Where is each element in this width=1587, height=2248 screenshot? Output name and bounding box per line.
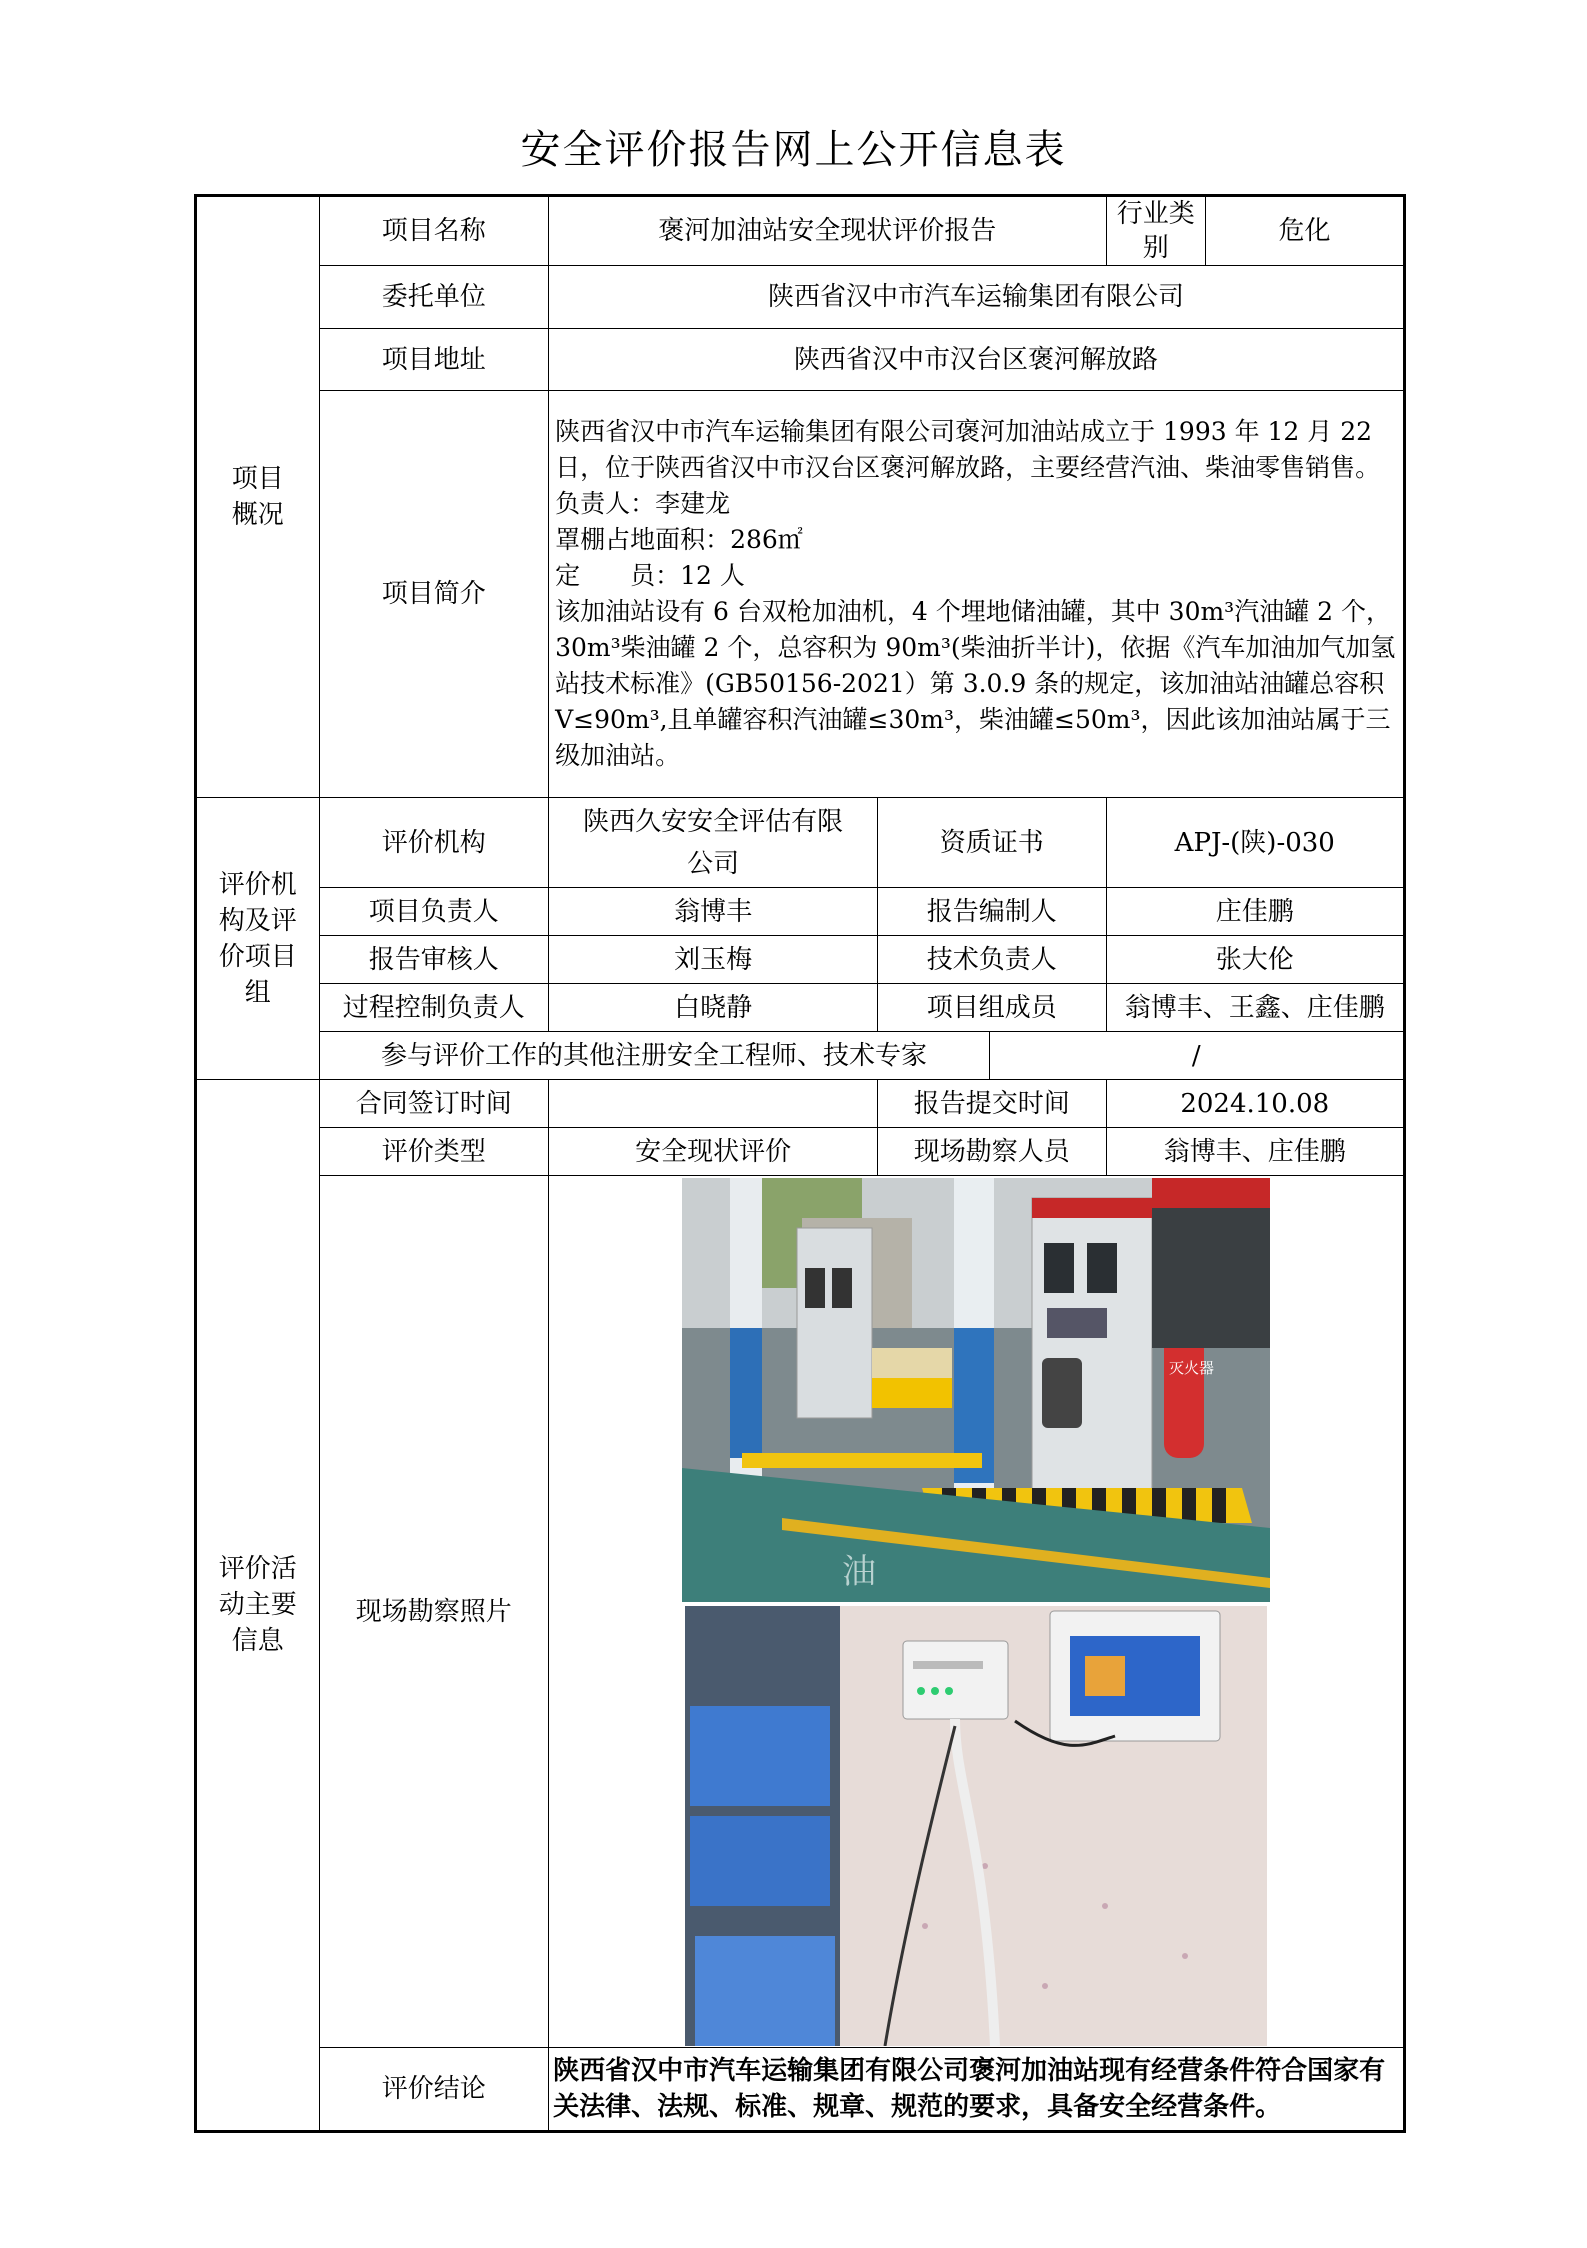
name-value: 褒河加油站安全现状评价报告 [549,196,1106,266]
author-label: 报告编制人 [878,888,1106,936]
intro-line-1: 陕西省汉中市汽车运输集团有限公司褒河加油站成立于 1993 年 12 月 22 日，位于陕西省汉中市汉台区褒河解放路，主要经营汽油、柴油零售销售。 [555,417,1381,482]
agency-label: 评价机构 [319,798,549,888]
photo-label: 现场勘察照片 [319,1176,549,2048]
type-value: 安全现状评价 [549,1128,878,1176]
leader-label: 项目负责人 [319,888,549,936]
industry-value: 危化 [1206,196,1405,266]
contract-value [549,1080,878,1128]
intro-line-3: 罩棚占地面积：286㎡ [555,525,803,554]
intro-line-5: 该加油站设有 6 台双枪加油机，4 个埋地储油罐，其中 30m³汽油罐 2 个，30m³柴油罐 2 个，总容积为 90m³(柴油折半计)，依据《汽车加油加气加氢站技术标准》(GB50156-2021）第 3.0.9 条的规定，该加油站油罐总容积 V≤90m³,且单罐容积汽油罐≤30m³，柴油罐≤50m³，因此该加油站属于三级加油站。 [555,597,1396,770]
submit-value: 2024.10.08 [1106,1080,1404,1128]
author-value: 庄佳鹏 [1106,888,1404,936]
address-label: 项目地址 [319,329,549,391]
process-value: 白晓静 [549,984,878,1032]
type-label: 评价类型 [319,1128,549,1176]
conclusion-label: 评价结论 [319,2048,549,2132]
contract-label: 合同签订时间 [319,1080,549,1128]
section-activity [196,1080,320,2132]
page-title: 安全评价报告网上公开信息表 [520,127,1067,173]
submit-label: 报告提交时间 [878,1080,1106,1128]
cert-value: APJ-(陕)-030 [1106,798,1404,888]
client-value: 陕西省汉中市汽车运输集团有限公司 [549,266,1405,329]
address-value: 陕西省汉中市汉台区褒河解放路 [549,329,1405,391]
intro-line-4: 定 员：12 人 [555,561,745,590]
process-label: 过程控制负责人 [319,984,549,1032]
cert-label: 资质证书 [878,798,1106,888]
intro-value [549,391,1405,798]
intro-line-2: 负责人：李建龙 [555,489,731,518]
photo-cell [549,1176,1405,2048]
agency-value: 陕西久安安全评估有限公司 [549,798,878,888]
intro-label: 项目简介 [319,391,549,798]
tech-label: 技术负责人 [878,936,1106,984]
section-overview-label: 项目 概况 [231,464,284,530]
controller-photo [685,1606,1267,2046]
section-org-label: 评价机 构及评 价项目 组 [218,869,297,1008]
leader-value: 翁博丰 [549,888,878,936]
section-overview [196,196,320,798]
survey-value: 翁博丰、庄佳鹏 [1106,1128,1404,1176]
station-photo [682,1178,1270,1602]
survey-label: 现场勘察人员 [878,1128,1106,1176]
info-table [194,194,1406,2133]
client-label: 委托单位 [319,266,549,329]
tech-value: 张大伦 [1106,936,1404,984]
extinguisher-label: 灭火器 [1169,1358,1215,1377]
section-org [196,798,320,1080]
others-label: 参与评价工作的其他注册安全工程师、技术专家 [319,1032,989,1080]
members-label: 项目组成员 [878,984,1106,1032]
reviewer-label: 报告审核人 [319,936,549,984]
industry-label: 行业类别 [1106,196,1205,266]
reviewer-value: 刘玉梅 [549,936,878,984]
conclusion-value: 陕西省汉中市汽车运输集团有限公司褒河加油站现有经营条件符合国家有关法律、法规、标准、规章、规范的要求，具备安全经营条件。 [549,2048,1405,2132]
others-value: / [989,1032,1404,1080]
ground-marking: 油 [842,1551,877,1592]
section-activity-label: 评价活 动主要 信息 [218,1554,297,1656]
name-label: 项目名称 [319,196,549,266]
members-value: 翁博丰、王鑫、庄佳鹏 [1106,984,1404,1032]
